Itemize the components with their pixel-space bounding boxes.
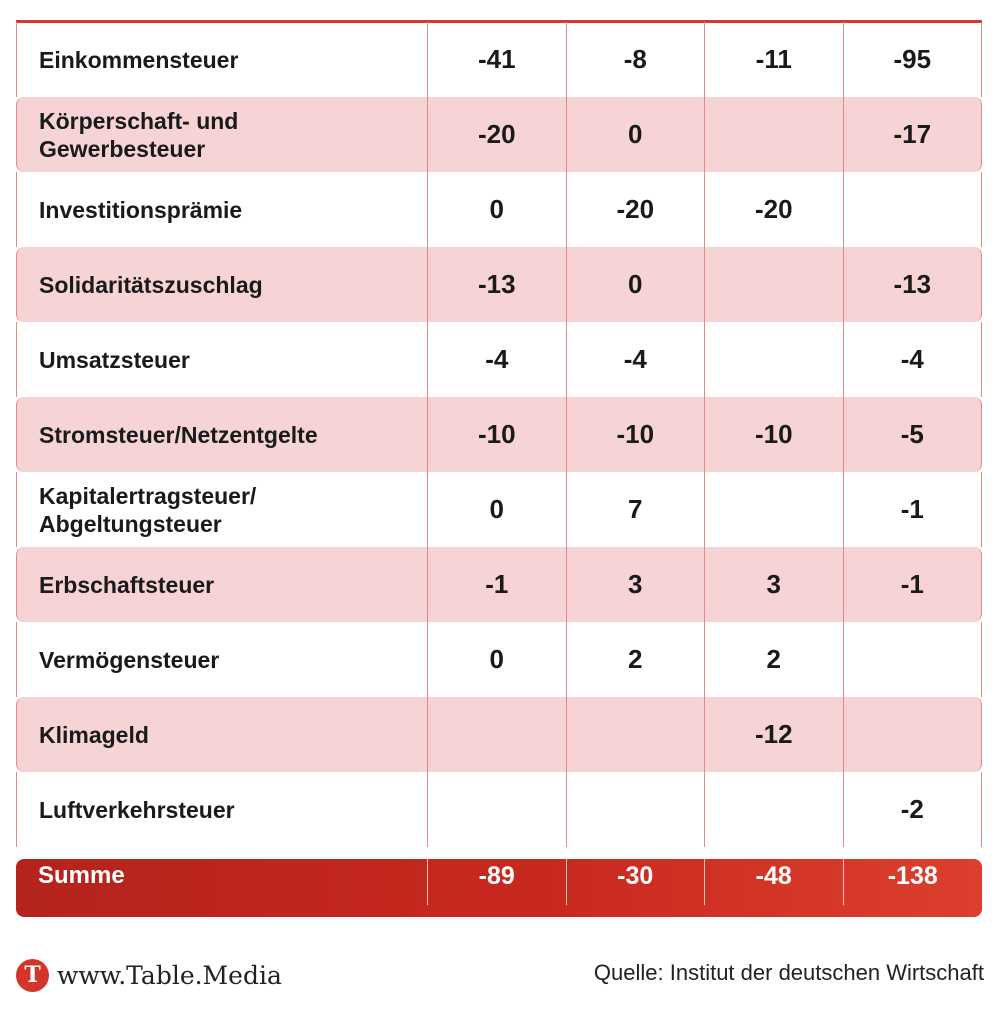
value-cell: 0 [567,247,706,322]
table-row [16,772,982,847]
sum-value-cell: -30 [567,847,706,905]
value-cell: 0 [428,622,567,697]
site-url: www.Table.Media [57,960,282,990]
value-cell: -20 [705,172,844,247]
value-cell: 3 [705,547,844,622]
value-cell [844,172,983,247]
value-cell: -17 [844,97,983,172]
sum-value-cell: -89 [428,847,567,905]
table-row [16,247,982,322]
sum-value-cell: -138 [887,861,938,890]
table-row [16,97,982,172]
value-cell [705,247,844,322]
table-row [16,172,982,247]
value-cell [844,697,983,772]
table-row [16,472,982,547]
table-row [16,622,982,697]
value-cell: -5 [844,397,983,472]
value-cell [705,322,844,397]
value-cell: -13 [428,247,567,322]
value-cell: 7 [567,472,706,547]
value-cell: -12 [705,697,844,772]
table-body [16,22,982,905]
row-label: Erbschaftsteuer [16,547,428,622]
row-label: Luftverkehrsteuer [16,772,428,847]
footer-brand [16,957,282,993]
value-cell: -11 [705,22,844,97]
value-cell: -8 [567,22,706,97]
row-label: Stromsteuer/Netzentgelte [16,397,428,472]
value-cell [705,472,844,547]
table-row [16,697,982,772]
value-cell: -4 [428,322,567,397]
table-row [16,397,982,472]
value-cell [705,97,844,172]
value-cell: -10 [567,397,706,472]
row-label: Umsatzsteuer [16,322,428,397]
value-cell: 2 [705,622,844,697]
value-cell: 0 [428,472,567,547]
table-media-logo-icon: T [16,959,49,992]
value-cell [428,772,567,847]
value-cell: -20 [567,172,706,247]
value-cell: 3 [567,547,706,622]
value-cell: -1 [844,547,983,622]
table-row [16,22,982,97]
value-cell: 2 [567,622,706,697]
value-cell: -10 [428,397,567,472]
row-label: Körperschaft- und Gewerbesteuer [16,97,428,172]
value-cell: -95 [844,22,983,97]
sum-row [16,847,982,905]
value-cell: 0 [428,172,567,247]
data-table-container [16,22,982,905]
sum-value-cell: -48 [705,847,844,905]
value-cell: -10 [705,397,844,472]
sum-label: Summe [16,847,428,905]
row-label: Vermögensteuer [16,622,428,697]
row-label: Klimageld [16,697,428,772]
source-note: Quelle: Institut der deutschen Wirtschaft [593,960,984,985]
value-cell [567,697,706,772]
value-cell [705,772,844,847]
value-cell: -1 [428,547,567,622]
value-cell [428,697,567,772]
data-table [16,22,982,905]
row-label: Solidaritätszuschlag [16,247,428,322]
value-cell: -20 [428,97,567,172]
value-cell: -41 [428,22,567,97]
value-cell: -4 [844,322,983,397]
value-cell: -2 [844,772,983,847]
row-label: Investitionsprämie [16,172,428,247]
value-cell: -4 [567,322,706,397]
table-row [16,322,982,397]
value-cell: -13 [844,247,983,322]
table-row [16,547,982,622]
value-cell [567,772,706,847]
row-label: Einkommensteuer [16,22,428,97]
value-cell [844,622,983,697]
value-cell: 0 [567,97,706,172]
value-cell: -1 [844,472,983,547]
row-label: Kapitalertragsteuer/ Abgeltungsteuer [16,472,428,547]
